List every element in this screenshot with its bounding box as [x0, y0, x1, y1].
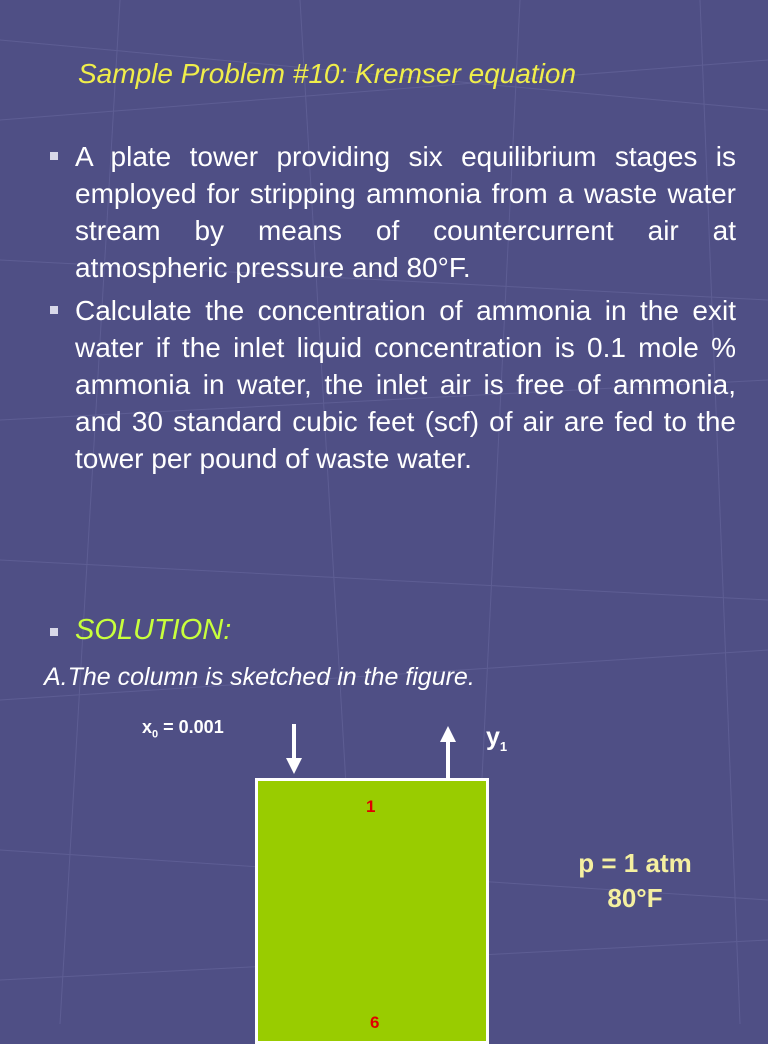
temperature-label: 80°F — [607, 883, 663, 913]
gas-outlet-subscript: 1 — [499, 739, 508, 754]
pressure-label: p = 1 atm — [578, 848, 692, 878]
bullet-list — [44, 138, 736, 477]
liquid-inlet-subscript: 0 — [152, 728, 159, 741]
down-arrow-icon — [284, 724, 304, 776]
gas-outlet-label — [486, 723, 507, 754]
slide-title: Sample Problem #10: Kremser equation — [78, 58, 577, 89]
liquid-inlet-label — [142, 717, 224, 741]
bullet-square-icon — [50, 306, 58, 314]
bullet-text: A plate tower providing six equilibrium stages is employed for stripping ammonia from a waste water stream by means of countercurrent air at atmospheric pressure and 80°F. — [75, 141, 736, 283]
bullet-square-icon — [50, 628, 58, 636]
stage-top-label: 1 — [366, 797, 376, 816]
operating-conditions — [570, 846, 700, 916]
stage-bottom-label: 6 — [370, 1013, 380, 1032]
liquid-inlet-value: = 0.001 — [158, 717, 224, 737]
up-arrow-icon — [438, 724, 458, 780]
bullet-item — [44, 138, 736, 286]
bullet-square-icon — [50, 152, 58, 160]
bullet-text: Calculate the concentration of ammonia in the exit water if the inlet liquid concentration is 0.1 mole % ammonia in water, the inlet air is free of ammonia, and 30 standard cubic feet (scf) of air are fed to the tower per pound of waste water. — [75, 295, 736, 474]
bullet-item — [44, 292, 736, 477]
solution-heading — [44, 614, 231, 647]
tower-column — [255, 778, 489, 1044]
liquid-inlet-symbol: x — [142, 717, 153, 737]
gas-outlet-symbol: y — [486, 723, 500, 751]
step-a-text: A.The column is sketched in the figure. — [44, 663, 475, 691]
solution-text: SOLUTION: — [75, 614, 232, 646]
